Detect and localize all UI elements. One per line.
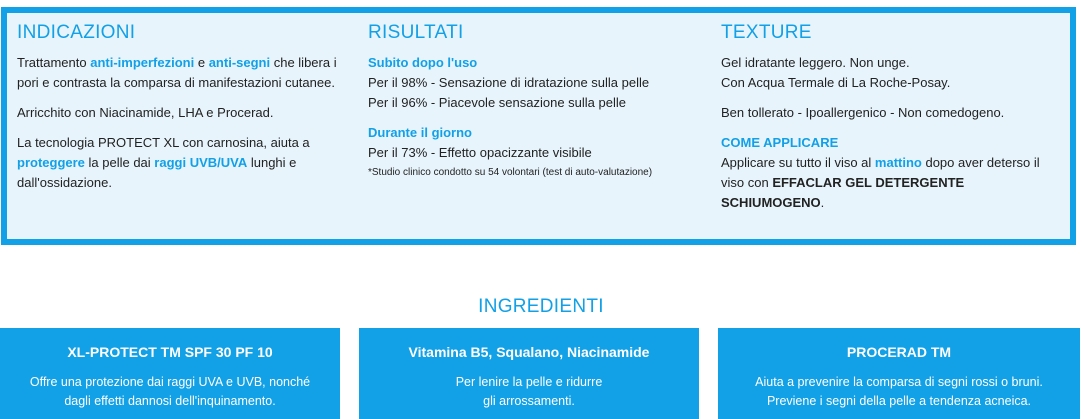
info-panel — [1, 7, 1076, 245]
texture-line-3: Ben tollerato - Ipoallergenico - Non comedogeno. — [721, 105, 1005, 120]
highlight-raggi: raggi UVB/UVA — [154, 155, 248, 170]
highlight-mattino: mattino — [874, 155, 922, 170]
ingredient-card-xl-protect — [0, 328, 340, 419]
indicazioni-paragraph-2: Arricchito con Niacinamide, LHA e Procerad. — [17, 105, 274, 120]
risultati-line-1: Per il 98% - Sensazione di idratazione sulla pelle — [368, 75, 650, 90]
highlight-proteggere: proteggere — [17, 155, 85, 170]
ingredient-card-body: Aiuta a prevenire la comparsa di segni rossi o bruni. Previene i segni della pelle a tendenza acneica. — [755, 375, 1043, 408]
indicazioni-heading: INDICAZIONI — [17, 22, 136, 43]
highlight-anti-segni: anti-segni — [208, 55, 271, 70]
risultati-subheading-2: Durante il giorno — [368, 125, 472, 140]
risultati-line-2: Per il 96% - Piacevole sensazione sulla pelle — [368, 95, 626, 110]
risultati-footnote: *Studio clinico condotto su 54 volontari (test di auto-valutazione) — [368, 167, 653, 178]
risultati-column — [368, 21, 688, 193]
ingredient-card-body: Per lenire la pelle e ridurre gli arrossamenti. — [455, 375, 603, 408]
ingredient-card-body: Offre una protezione dai raggi UVA e UVB, nonché dagli effetti dannosi dell'inquinamento. — [29, 375, 311, 408]
indicazioni-paragraph-1: Trattamento anti-imperfezioni e anti-segni che libera i pori e contrasta la comparsa di manifestazioni cutanee. — [17, 55, 337, 90]
risultati-line-3: Per il 73% - Effetto opacizzante visibile — [368, 145, 592, 160]
highlight-effaclar: EFFACLAR GEL DETERGENTE SCHIUMOGENO — [721, 175, 965, 210]
indicazioni-paragraph-3: La tecnologia PROTECT XL con carnosina, aiuta a proteggere la pelle dai raggi UVB/UVA lunghi e dall'ossidazione. — [17, 135, 310, 190]
ingredient-card-procerad — [718, 328, 1080, 419]
texture-heading: TEXTURE — [721, 22, 812, 43]
texture-column — [721, 21, 1066, 213]
ingredient-card-title: PROCERAD TM — [846, 344, 952, 360]
ingredient-card-title: Vitamina B5, Squalano, Niacinamide — [408, 344, 650, 360]
risultati-heading: RISULTATI — [368, 22, 464, 43]
risultati-subheading-1: Subito dopo l'uso — [368, 55, 478, 70]
come-applicare-heading: COME APPLICARE — [721, 135, 839, 150]
highlight-anti-imperfezioni: anti-imperfezioni — [90, 55, 195, 70]
ingredient-card-vitamina-b5 — [359, 328, 699, 419]
texture-line-1: Gel idratante leggero. Non unge. — [721, 55, 910, 70]
ingredienti-heading: INGREDIENTI — [478, 296, 604, 317]
texture-line-2: Con Acqua Termale di La Roche-Posay. — [721, 75, 951, 90]
come-applicare-text: Applicare su tutto il viso al mattino dopo aver deterso il viso con EFFACLAR GEL DETERGENTE SCHIUMOGENO. — [721, 155, 1040, 210]
indicazioni-column — [17, 21, 347, 203]
ingredient-card-title: XL-PROTECT TM SPF 30 PF 10 — [67, 344, 273, 360]
